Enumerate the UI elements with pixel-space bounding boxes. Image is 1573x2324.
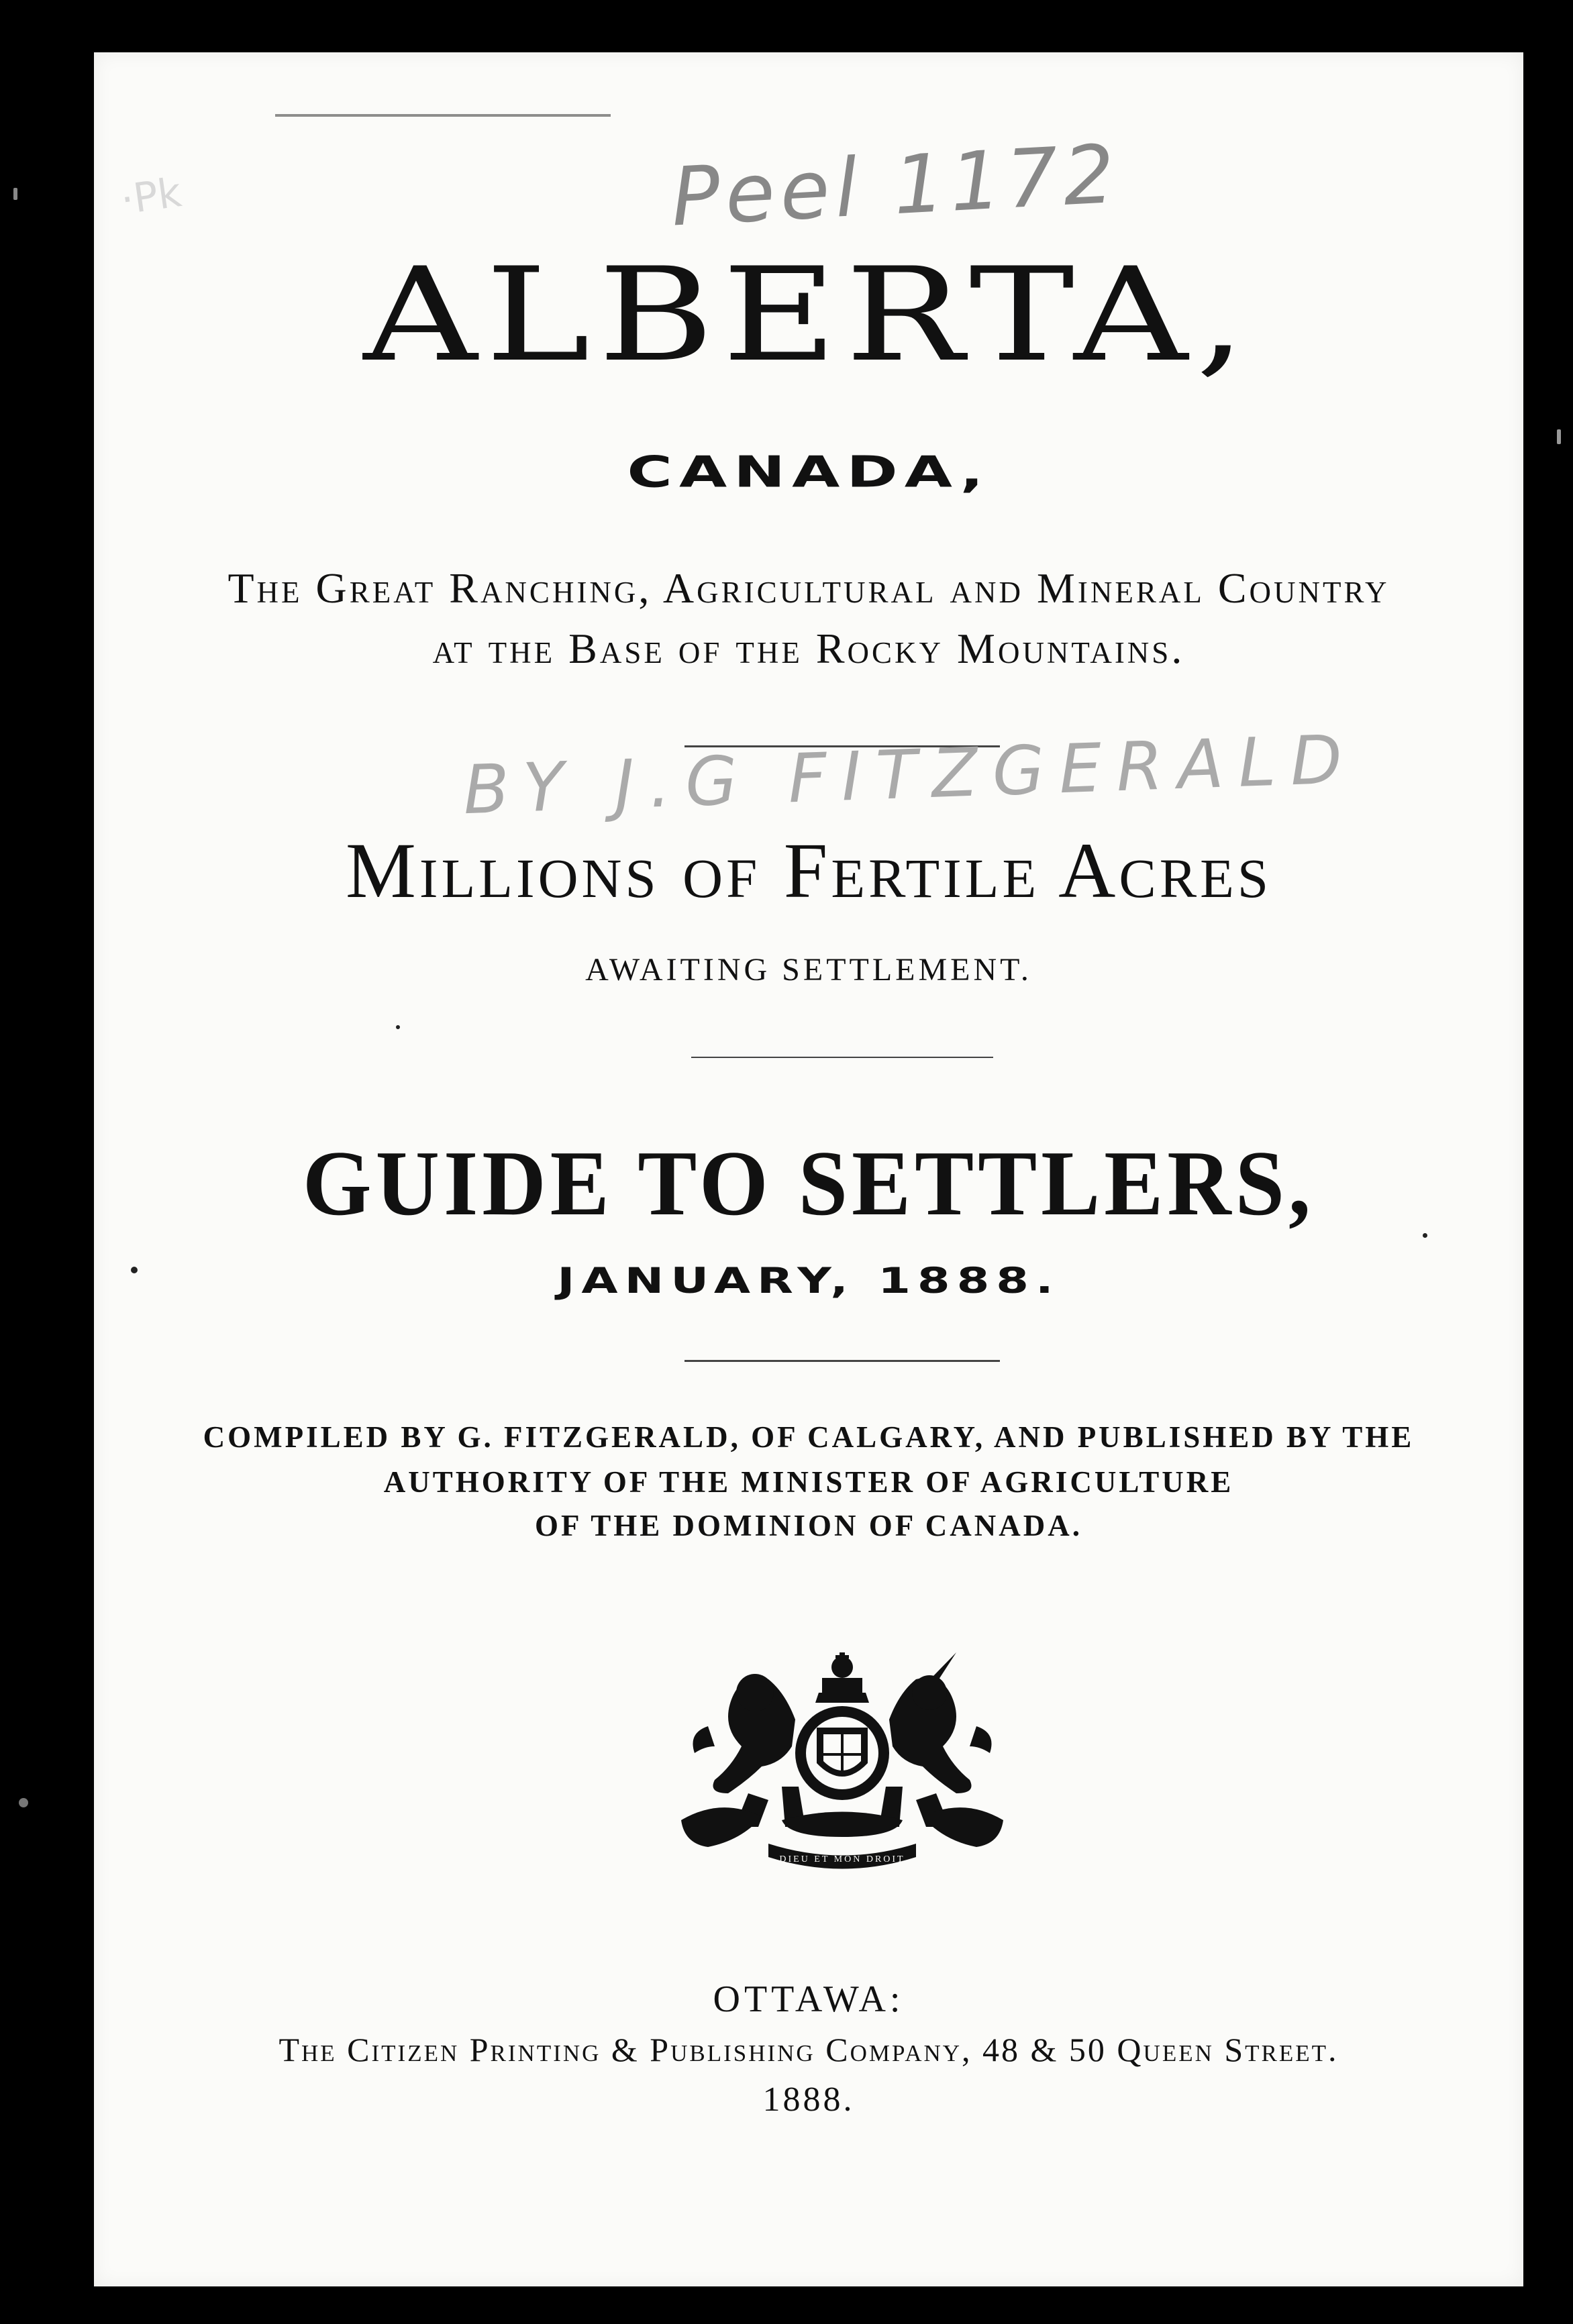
imprint-publisher: The Citizen Printing & Publishing Company, 48 & 50 Queen Street. — [278, 2031, 1339, 2068]
tagline-subtext: AWAITING SETTLEMENT. — [585, 952, 1032, 988]
publication-date: JANUARY, 1888. — [557, 1260, 1060, 1302]
scan-speck — [13, 188, 17, 200]
handwritten-shelf-mark: Peel 1172 — [668, 127, 1123, 245]
bleed-through-mark: ·Pk — [117, 169, 185, 224]
compiler-line-2: AUTHORITY OF THE MINISTER OF AGRICULTURE — [383, 1465, 1234, 1499]
document-page — [94, 52, 1523, 2286]
subtitle-line-2: at the Base of the Rocky Mountains. — [432, 625, 1185, 672]
royal-coat-of-arms-icon — [668, 1652, 1017, 1874]
document-country: CANADA, — [627, 447, 991, 497]
tagline: Millions of Fertile Acres — [346, 827, 1272, 914]
scan-speck — [1557, 429, 1561, 444]
divider-rule — [684, 1360, 1000, 1362]
compiler-line-3: OF THE DOMINION OF CANADA. — [534, 1509, 1083, 1542]
crest-motto: DIEU ET MON DROIT — [779, 1854, 905, 1864]
subtitle-line-1: The Great Ranching, Agricultural and Mineral Country — [227, 564, 1390, 612]
divider-rule — [691, 1057, 993, 1058]
document-title: ALBERTA, — [363, 240, 1254, 390]
top-edge-mark — [275, 114, 611, 117]
guide-title: GUIDE TO SETTLERS, — [302, 1131, 1315, 1235]
scan-speck — [1423, 1233, 1427, 1238]
scan-speck — [396, 1025, 400, 1029]
imprint-city: OTTAWA: — [713, 1978, 905, 2020]
handwritten-author-note: BY J.G FITZGERALD — [462, 719, 1358, 830]
compiler-line-1: COMPILED BY G. FITZGERALD, OF CALGARY, AND PUBLISHED BY THE — [203, 1420, 1415, 1454]
scan-speck — [131, 1267, 138, 1273]
imprint-year: 1888. — [762, 2080, 855, 2119]
scan-speck — [19, 1798, 28, 1807]
